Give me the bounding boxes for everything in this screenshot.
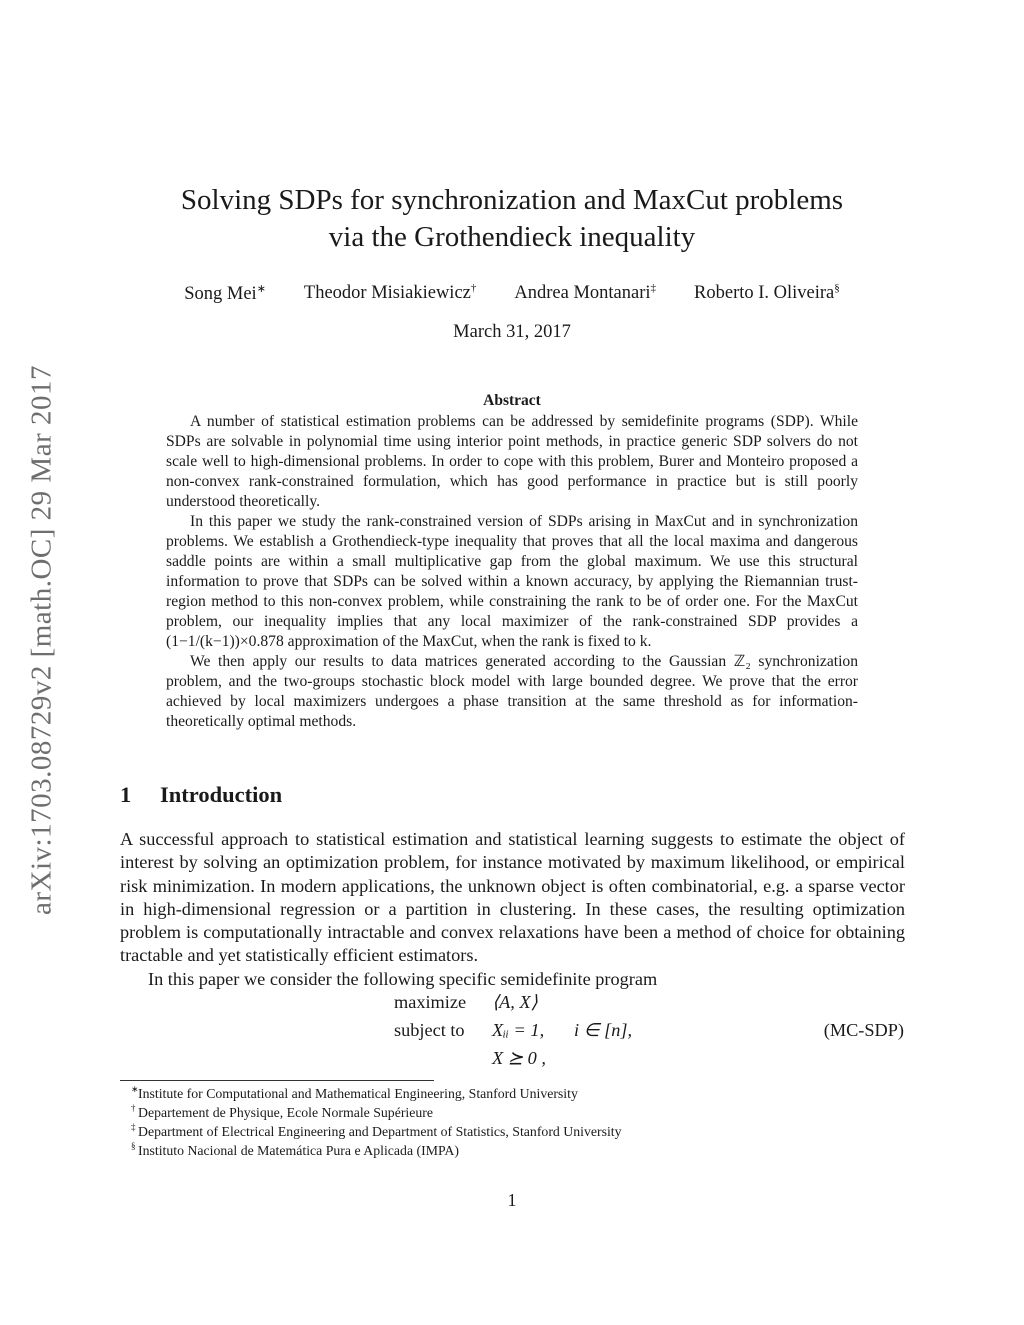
footnotes [131,1084,622,1160]
author-mark: § [834,282,840,294]
body-paragraph: In this paper we consider the following specific semidefinite program [148,968,658,989]
footnote-text: Department of Electrical Engineering and Department of Statistics, Stanford University [138,1124,622,1139]
section-heading [120,782,282,808]
equation-expression: X ⪰ 0 , [492,1048,546,1068]
author [184,282,266,305]
footnote-mark: † [131,1103,136,1113]
arxiv-identifier: arXiv:1703.08729v2 [math.OC] 29 Mar 2017 [25,365,58,915]
author-mark: † [470,282,477,294]
footnote-text: Departement de Physique, Ecole Normale Supérieure [138,1105,433,1120]
author-mark: ∗ [256,283,266,295]
footnote-text: Institute for Computational and Mathematical Engineering, Stanford University [138,1086,578,1101]
footnote-text: Instituto Nacional de Matemática Pura e Aplicada (IMPA) [138,1143,459,1158]
abstract-paragraph: In this paper we study the rank-constrained version of SDPs arising in MaxCut and in synchronization problems. We establish a Grothendieck-type inequality that proves that all the local maxima and dangerous saddle points are within a small multiplicative gap from the global maximum. We use this structural information to prove that SDPs can be solved within a known accuracy, by applying the Riemannian trust-region method to this non-convex problem, while constraining the rank to be of order one. For the MaxCut problem, our inequality implies that any local maximizer of the rank-constrained SDP provides a (1−1/(k−1))×0.878 approximation of the MaxCut, when the rank is fixed to k. [166,513,858,650]
equation-condition: i ∈ [n], [574,1020,633,1040]
author-name: Theodor Misiakiewicz [303,283,471,304]
equation-keyword: subject to [394,1020,465,1040]
footnote-divider [120,1080,434,1081]
author [694,282,840,305]
abstract-body [166,412,858,732]
footnote [131,1103,622,1122]
equation-expression: Xᵢᵢ = 1, [492,1020,545,1040]
title-line-1: Solving SDPs for synchronization and MaxCut problems [180,184,844,216]
abstract-paragraph: We then apply our results to data matrices generated according to the Gaussian ℤ₂ synchronization problem, and the two-groups stochastic block model with large bounded degree. We prove that the error achieved by local maximizers undergoes a phase transition at the same threshold as for information-theoretically optimal methods. [166,653,858,730]
paper-title [0,182,1024,256]
section-number: 1 [120,782,132,807]
page-number: 1 [507,1190,517,1210]
equation-expression: ⟨A, X⟩ [492,992,538,1012]
author-name: Song Mei [184,284,257,305]
author-name: Andrea Montanari [514,283,651,304]
body-paragraph: A successful approach to statistical estimation and statistical learning suggests to estimate the object of interest by solving an optimization problem, for instance motivated by maximum likelihood, or empirical risk minimization. In modern applications, the unknown object is often combinatorial, e.g. a sparse vector in high-dimensional regression or a partition in clustering. In these cases, the resulting optimization problem is computationally intractable and convex relaxations have been a method of choice for obtaining tractable and yet statistically efficient estimators. [120,829,905,966]
section-body [120,828,905,991]
title-line-2: via the Grothendieck inequality [328,221,696,253]
footnote [131,1122,622,1141]
footnote-mark: ∗ [131,1084,139,1094]
section-title: Introduction [160,782,283,807]
abstract-paragraph: A number of statistical estimation problems can be addressed by semidefinite programs (SDP). While SDPs are solvable in polynomial time using interior point methods, in practice generic SDP solvers do not scale well to high-dimensional problems. In order to cope with this problem, Burer and Monteiro proposed a non-convex rank-constrained formulation, which has good performance in practice but is still poorly understood theoretically. [166,413,858,510]
publication-date: March 31, 2017 [453,322,571,342]
footnote-mark: § [131,1141,136,1151]
author [514,282,656,305]
footnote [131,1084,622,1103]
author-mark: ‡ [650,282,657,294]
footnote [131,1141,622,1160]
abstract-heading: Abstract [483,392,541,409]
equation-keyword: maximize [394,992,467,1012]
author-list [0,282,1024,305]
equation-tag: (MC-SDP) [823,1020,904,1040]
footnote-mark: ‡ [131,1122,136,1132]
author [304,282,476,305]
author-name: Roberto I. Oliveira [694,283,835,304]
